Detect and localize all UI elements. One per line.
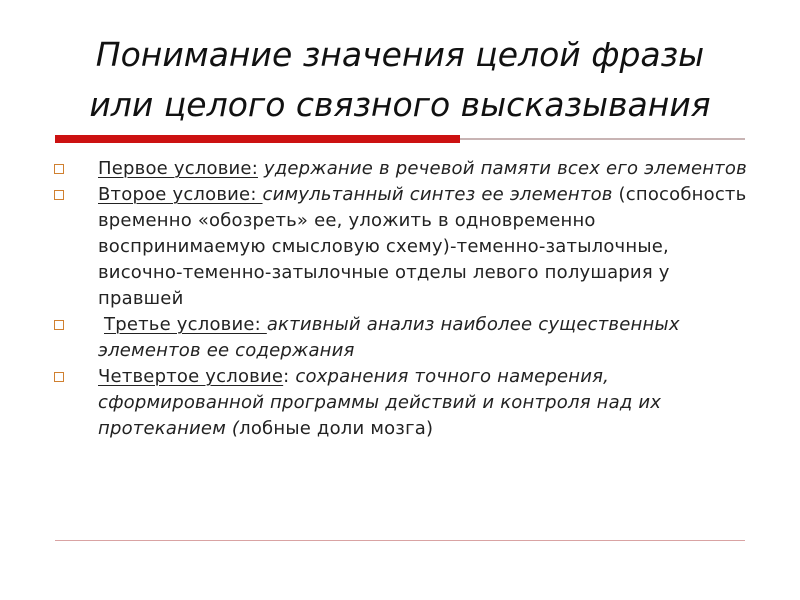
condition-colon: : [283, 366, 296, 387]
condition-italic-text: сохранения точного намерения, сформированной программы действий и контроля над их протеканием ( [98, 366, 662, 439]
slide-title-line-1: Понимание значения целой фразы [95, 35, 705, 74]
slide-title [40, 30, 760, 130]
list-item-first-condition [52, 156, 752, 182]
condition-text: (способность временно «обозреть» ее, уложить в одновременно воспринимаемую смысловую схему)-теменно-затылочные, височно-теменно-затылочные отделы левого полушария у правшей [98, 184, 747, 309]
list-item-fourth-condition [52, 364, 752, 442]
condition-text: удержание в речевой памяти всех его элементов [257, 158, 747, 179]
square-bullet-icon [54, 320, 64, 330]
condition-label: Первое условие: [98, 158, 258, 179]
square-bullet-icon [54, 164, 64, 174]
condition-label: Четвертое условие [98, 366, 284, 387]
condition-label: Третье условие: [104, 314, 267, 335]
condition-italic-text: симультанный синтез ее элементов [262, 184, 613, 205]
conditions-list [52, 156, 752, 442]
condition-text: активный анализ наиболее существенных элементов ее содержания [98, 314, 680, 361]
list-item-second-condition [52, 182, 752, 312]
title-divider-accent [55, 135, 460, 143]
slide-title-line-2: или целого связного высказывания [89, 85, 711, 124]
condition-label: Второе условие: [98, 184, 263, 205]
condition-text: лобные доли мозга) [239, 418, 434, 439]
square-bullet-icon [54, 190, 64, 200]
list-item-third-condition [52, 312, 752, 364]
square-bullet-icon [54, 372, 64, 382]
footer-divider [55, 540, 745, 541]
